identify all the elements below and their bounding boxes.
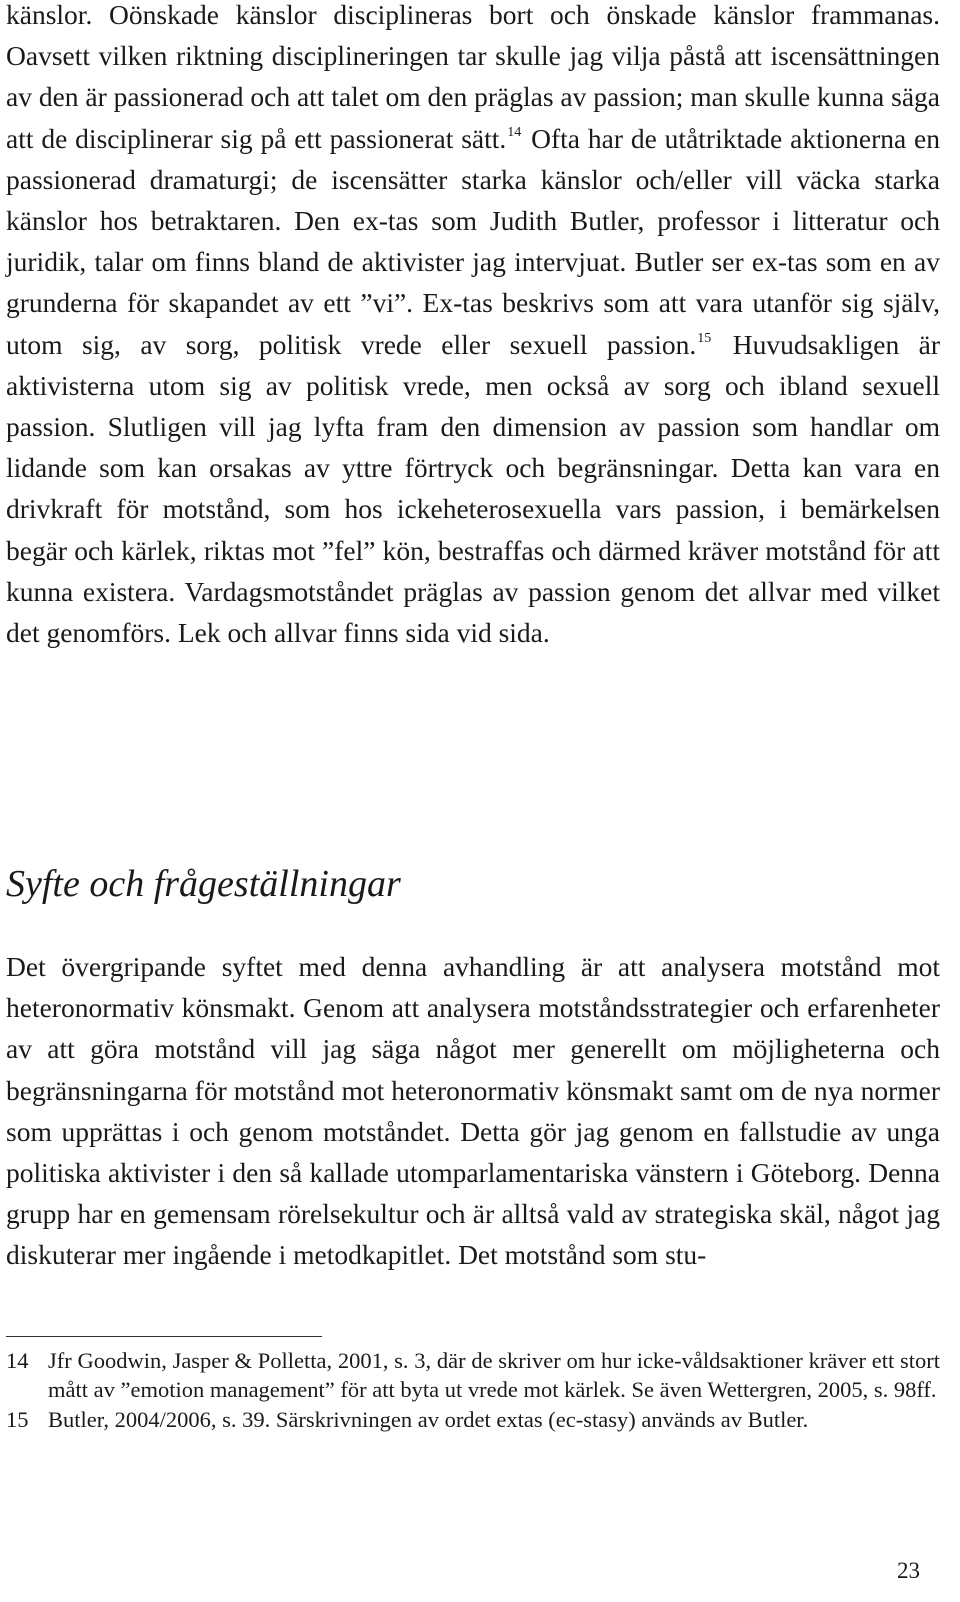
footnote-text: Jfr Goodwin, Jasper & Polletta, 2001, s. 3, där de skriver om hur icke-våldsaktioner kräver ett stort mått av ”emotion management” för att byta ut vrede mot kärlek. Se även Wettergren, 2005, s. 98ff. (48, 1348, 940, 1403)
footnote-text: Butler, 2004/2006, s. 39. Särskrivningen av ordet extas (ec-stasy) används av Butler. (48, 1406, 809, 1432)
footnote-ref-14[interactable]: 14 (507, 124, 522, 140)
paragraph-text-part-2: Ofta har de utåtriktade aktionerna en passionerad dramaturgi; de iscensätter starka känslor och/eller vill väcka starka känslor hos betraktaren. Den ex-tas som Judith Butler, professor i litteratur och juridik, talar om finns bland de aktivister jag intervjuat. Butler ser ex-tas som en av grunderna för skapandet av ett ”vi”. Ex-tas beskrivs som att vara utanför sig själv, utom sig, av sorg, politisk vrede eller sexuell passion. (6, 122, 941, 360)
paragraph-text-part-3: Huvudsakligen är aktivisterna utom sig av politisk vrede, men också av sorg och ibland sexuell passion. Slutligen vill jag lyfta fram den dimension av passion som handlar om lidande som kan orsakas av yttre förtryck och begränsningar. Detta kan vara en drivkraft för motstånd, som hos ickeheterosexuella vars passion, i bemärkelsen begär och kärlek, riktas mot ”fel” kön, bestraffas och därmed kräver motstånd för att kunna existera. Vardagsmotståndet präglas av passion genom det allvar med vilket det genomförs. Lek och allvar finns sida vid sida. (6, 328, 940, 649)
footnote-15 (6, 1405, 940, 1434)
footnote-list (6, 1346, 940, 1434)
body-paragraph-purpose: Det övergripande syftet med denna avhandling är att analysera motstånd mot heteronormativ könsmakt. Genom att analysera motståndsstrategier och erfarenheter av att göra motstånd vill jag säga något mer generellt om möjligheterna och begränsningarna för motstånd mot heteronormativ könsmakt samt om de nya normer som upprättas i och genom motståndet. Detta gör jag genom en fallstudie av unga politiska aktivister i den så kallade utomparlamentariska vänstern i Göteborg. Denna grupp har en gemensam rörelsekultur och är alltså vald av strategiska skäl, något jag diskuterar mer ingående i metodkapitlet. Det motstånd som stu- (6, 951, 940, 1271)
footnote-number: 15 (6, 1406, 29, 1432)
footnote-number: 14 (6, 1348, 29, 1373)
section-heading: Syfte och frågeställningar (6, 863, 401, 905)
body-paragraph-passion (6, 0, 940, 653)
page-number: 23 (897, 1558, 920, 1583)
footnote-divider (6, 1336, 322, 1337)
paragraph-text-part-1: känslor. Oönskade känslor disciplineras bort och önskade känslor frammanas. Oavsett vilken riktning disciplineringen tar skulle jag vilja påstå att iscensättningen av den är passionerad och att talet om den präglas av passion; man skulle kunna säga att de disciplinerar sig på ett passionerat sätt. (6, 0, 940, 154)
footnote-14 (6, 1346, 940, 1405)
footnote-ref-15[interactable]: 15 (697, 330, 712, 346)
